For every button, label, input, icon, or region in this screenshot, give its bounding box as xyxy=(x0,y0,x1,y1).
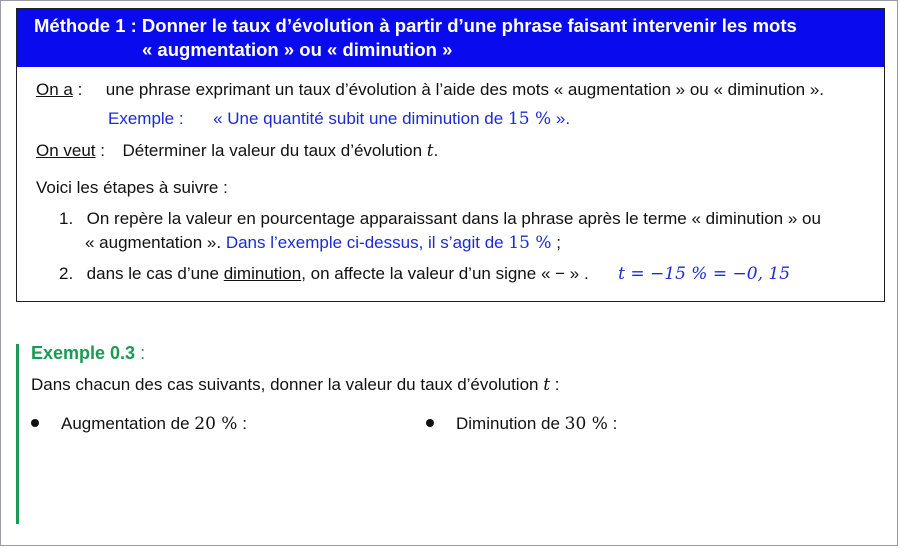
on-a-colon: : xyxy=(72,80,83,99)
on-veut-var: t xyxy=(426,141,434,161)
on-a-line xyxy=(36,79,824,101)
item2-num: 30 % xyxy=(564,414,608,434)
step1-line2 xyxy=(85,232,561,254)
item1-text: Augmentation de xyxy=(61,414,195,433)
bullet-icon xyxy=(426,419,434,427)
item1-num: 20 % xyxy=(194,414,238,434)
item2-text: Diminution de xyxy=(456,414,565,433)
step2-line xyxy=(59,263,790,285)
methode-box xyxy=(16,8,885,302)
item1-post: : xyxy=(237,414,247,433)
on-veut-end: . xyxy=(433,141,439,160)
exemple-text-post: ». xyxy=(551,109,571,128)
exemple-instruction-var: t xyxy=(543,375,551,395)
on-veut-label: On veut xyxy=(36,141,96,160)
item2-post: : xyxy=(607,414,618,433)
step2-pre: dans le cas d’une xyxy=(86,264,224,283)
exemple-instruction-text: Dans chacun des cas suivants, donner la valeur du taux d’évolution xyxy=(31,375,544,394)
exemple-num: 15 % xyxy=(507,109,552,129)
on-veut-colon: : xyxy=(95,141,105,160)
step2-formula: t = −15 % = −0, 15 xyxy=(618,264,791,284)
exemple-item-1 xyxy=(31,414,247,434)
bullet-icon xyxy=(31,419,39,427)
on-veut-text: Déterminer la valeur du taux d’évolution xyxy=(122,141,427,160)
step1-text-line1: On repère la valeur en pourcentage apparaissant dans la phrase après le terme « diminution » ou xyxy=(86,209,821,228)
step2-underline: diminution xyxy=(223,264,302,283)
methode-header xyxy=(17,9,884,67)
methode-title-line1: Méthode 1 : Donner le taux d’évolution à partir d’une phrase faisant intervenir les mots xyxy=(34,15,797,36)
methode-title-line2: « augmentation » ou « diminution » xyxy=(142,39,453,60)
exemple-instruction-end: : xyxy=(550,375,560,394)
step2-post: , on affecte la valeur d’un signe « − » . xyxy=(301,264,589,283)
step1-line2-pre: « augmentation ». xyxy=(85,233,226,252)
step2-num: 2. xyxy=(59,264,74,283)
step1-num: 1. xyxy=(59,209,74,228)
step1-blue-num: 15 % xyxy=(508,233,552,253)
exemple-instruction xyxy=(31,374,560,396)
on-veut-line xyxy=(36,140,438,162)
exemple-line xyxy=(108,108,570,130)
exemple-title-colon: : xyxy=(135,343,146,363)
exemple-label: Exemple : xyxy=(108,109,184,128)
exemple-item-2 xyxy=(426,414,617,434)
exemple-title-text: Exemple 0.3 xyxy=(31,343,136,363)
exemple-accent-bar xyxy=(16,344,19,524)
on-a-text: une phrase exprimant un taux d’évolution à l’aide des mots « augmentation » ou « diminution ». xyxy=(105,80,825,99)
etapes-intro: Voici les étapes à suivre : xyxy=(36,178,228,197)
exemple-title xyxy=(31,343,145,364)
step1-line1 xyxy=(59,208,821,230)
exemple-text-pre: « Une quantité subit une diminution de xyxy=(213,109,508,128)
step1-end: ; xyxy=(551,233,561,252)
on-a-label: On a xyxy=(36,80,73,99)
step1-blue-text: Dans l’exemple ci-dessus, il s’agit de xyxy=(225,233,509,252)
